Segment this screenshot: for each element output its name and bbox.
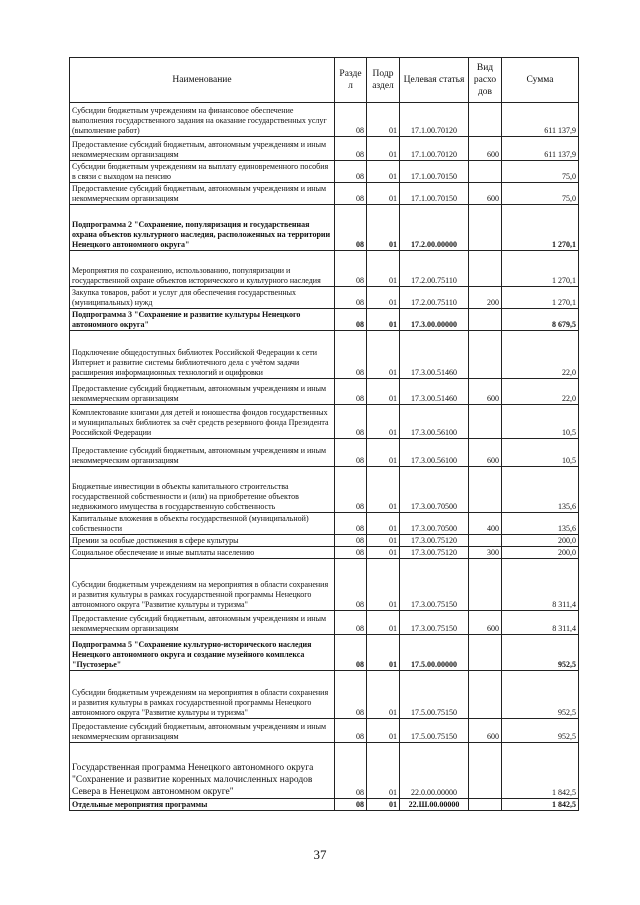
table-row (70, 205, 579, 251)
col-header-subsection: Подр аздел (367, 58, 400, 103)
table-row (70, 743, 579, 799)
row-name: Субсидии бюджетным учреждениям на финансовое обеспечение выполнения государственного задания на оказание государственных услуг (выполнение работ) (70, 103, 335, 137)
row-name: Государственная программа Ненецкого автономного округа "Сохранение и развитие коренных малочисленных народов Севера в Ненецком автономном округе" (70, 743, 335, 799)
table-row (70, 331, 579, 379)
col-header-name: Наименование (70, 58, 335, 103)
row-subsection: 01 (367, 331, 400, 379)
row-target: 17.2.00.75110 (400, 251, 469, 287)
col-header-type: Вид расхо дов (469, 58, 502, 103)
row-subsection: 01 (367, 183, 400, 205)
row-sum: 611 137,9 (502, 137, 579, 161)
row-target: 17.1.00.70150 (400, 161, 469, 183)
row-subsection: 01 (367, 251, 400, 287)
row-target: 17.3.00.56100 (400, 405, 469, 439)
row-name: Подпрограмма 5 "Сохранение культурно-исторического наследия Ненецкого автономного округа и создание музейного комплекса "Пустозерье" (70, 635, 335, 671)
row-name: Социальное обеспечение и иные выплаты населению (70, 547, 335, 559)
row-type (469, 467, 502, 513)
row-type: 600 (469, 183, 502, 205)
row-type: 600 (469, 719, 502, 743)
row-section: 08 (335, 405, 367, 439)
row-type: 600 (469, 137, 502, 161)
row-subsection: 01 (367, 287, 400, 309)
table-row (70, 251, 579, 287)
table-body (70, 103, 579, 811)
row-sum: 8 311,4 (502, 559, 579, 611)
row-type (469, 671, 502, 719)
table-row (70, 103, 579, 137)
row-target: 17.5.00.75150 (400, 671, 469, 719)
row-section: 08 (335, 535, 367, 547)
table-row (70, 799, 579, 811)
row-type: 200 (469, 287, 502, 309)
row-subsection: 01 (367, 635, 400, 671)
col-header-target: Целевая статья (400, 58, 469, 103)
row-subsection: 01 (367, 671, 400, 719)
budget-table-sheet (69, 57, 578, 811)
row-sum: 1 270,1 (502, 251, 579, 287)
row-name: Мероприятия по сохранению, использованию, популяризации и государственной охране объектов исторического и культурного наследия (70, 251, 335, 287)
row-section: 08 (335, 635, 367, 671)
row-type: 600 (469, 611, 502, 635)
table-row (70, 439, 579, 467)
row-name: Предоставление субсидий бюджетным, автономным учреждениям и иным некоммерческим организациям (70, 439, 335, 467)
row-target: 22.0.00.00000 (400, 743, 469, 799)
row-sum: 611 137,9 (502, 103, 579, 137)
table-row (70, 161, 579, 183)
table-row (70, 671, 579, 719)
row-section: 08 (335, 331, 367, 379)
row-name: Отдельные мероприятия программы (70, 799, 335, 811)
row-subsection: 01 (367, 405, 400, 439)
row-name: Комплектование книгами для детей и юношества фондов государственных и муниципальных библиотек за счёт средств резервного фонда Президента Российской Федерации (70, 405, 335, 439)
table-row (70, 137, 579, 161)
row-sum: 1 842,5 (502, 799, 579, 811)
row-target: 17.3.00.51460 (400, 379, 469, 405)
table-row (70, 719, 579, 743)
table-row (70, 547, 579, 559)
row-type (469, 799, 502, 811)
row-sum: 1 270,1 (502, 287, 579, 309)
row-subsection: 01 (367, 559, 400, 611)
row-sum: 75,0 (502, 161, 579, 183)
table-row (70, 467, 579, 513)
row-subsection: 01 (367, 611, 400, 635)
table-row (70, 635, 579, 671)
row-type: 400 (469, 513, 502, 535)
row-subsection: 01 (367, 719, 400, 743)
row-name: Премии за особые достижения в сфере культуры (70, 535, 335, 547)
row-sum: 1 842,5 (502, 743, 579, 799)
budget-table (69, 57, 579, 811)
row-type: 600 (469, 379, 502, 405)
row-section: 08 (335, 439, 367, 467)
row-subsection: 01 (367, 439, 400, 467)
row-sum: 8 311,4 (502, 611, 579, 635)
row-section: 08 (335, 799, 367, 811)
row-name: Капитальные вложения в объекты государственной (муниципальной) собственности (70, 513, 335, 535)
row-subsection: 01 (367, 799, 400, 811)
table-row (70, 559, 579, 611)
table-row (70, 309, 579, 331)
row-sum: 135,6 (502, 467, 579, 513)
row-section: 08 (335, 183, 367, 205)
row-type (469, 635, 502, 671)
row-subsection: 01 (367, 309, 400, 331)
row-sum: 952,5 (502, 719, 579, 743)
row-name: Подпрограмма 2 "Сохранение, популяризация и государственная охрана объектов культурного наследия, расположенных на территории Ненецкого автономного округа" (70, 205, 335, 251)
row-sum: 22,0 (502, 331, 579, 379)
row-section: 08 (335, 719, 367, 743)
table-row (70, 287, 579, 309)
row-type (469, 251, 502, 287)
row-type (469, 535, 502, 547)
row-name: Бюджетные инвестиции в объекты капитального строительства государственной собственности и (или) на приобретение объектов недвижимого имущества в государственную собственность (70, 467, 335, 513)
row-name: Субсидии бюджетным учреждениям на мероприятия в области сохранения и развития культуры в рамках государственной программы Ненецкого автономного округа "Развитие культуры и туризма" (70, 559, 335, 611)
row-sum: 10,5 (502, 405, 579, 439)
row-name: Предоставление субсидий бюджетным, автономным учреждениям и иным некоммерческим организациям (70, 137, 335, 161)
row-type (469, 205, 502, 251)
col-header-sum: Сумма (502, 58, 579, 103)
row-target: 17.3.00.51460 (400, 331, 469, 379)
row-target: 17.3.00.70500 (400, 513, 469, 535)
row-type (469, 559, 502, 611)
row-type (469, 331, 502, 379)
row-sum: 8 679,5 (502, 309, 579, 331)
row-subsection: 01 (367, 137, 400, 161)
row-subsection: 01 (367, 103, 400, 137)
row-name: Субсидии бюджетным учреждениям на мероприятия в области сохранения и развития культуры в рамках государственной программы Ненецкого автономного округа "Развитие культуры и туризма" (70, 671, 335, 719)
row-section: 08 (335, 205, 367, 251)
row-target: 17.3.00.75150 (400, 559, 469, 611)
table-row (70, 405, 579, 439)
row-sum: 75,0 (502, 183, 579, 205)
row-target: 17.3.00.75120 (400, 535, 469, 547)
row-target: 17.3.00.75120 (400, 547, 469, 559)
row-name: Предоставление субсидий бюджетным, автономным учреждениям и иным некоммерческим организациям (70, 379, 335, 405)
row-sum: 1 270,1 (502, 205, 579, 251)
row-target: 22.Ш.00.00000 (400, 799, 469, 811)
row-sum: 952,5 (502, 671, 579, 719)
row-target: 17.1.00.70150 (400, 183, 469, 205)
table-row (70, 513, 579, 535)
row-sum: 10,5 (502, 439, 579, 467)
row-subsection: 01 (367, 379, 400, 405)
row-type (469, 161, 502, 183)
row-section: 08 (335, 743, 367, 799)
row-name: Предоставление субсидий бюджетным, автономным учреждениям и иным некоммерческим организациям (70, 611, 335, 635)
row-target: 17.1.00.70120 (400, 137, 469, 161)
row-section: 08 (335, 379, 367, 405)
row-name: Закупка товаров, работ и услуг для обеспечения государственных (муниципальных) нужд (70, 287, 335, 309)
row-sum: 952,5 (502, 635, 579, 671)
table-row (70, 611, 579, 635)
row-target: 17.2.00.75110 (400, 287, 469, 309)
row-sum: 200,0 (502, 547, 579, 559)
table-row (70, 183, 579, 205)
row-subsection: 01 (367, 467, 400, 513)
row-subsection: 01 (367, 743, 400, 799)
page-number: 37 (313, 847, 327, 862)
row-subsection: 01 (367, 205, 400, 251)
row-subsection: 01 (367, 547, 400, 559)
row-type (469, 103, 502, 137)
row-type (469, 309, 502, 331)
row-target: 17.3.00.00000 (400, 309, 469, 331)
row-sum: 22,0 (502, 379, 579, 405)
row-section: 08 (335, 161, 367, 183)
row-section: 08 (335, 559, 367, 611)
table-row (70, 379, 579, 405)
row-section: 08 (335, 137, 367, 161)
row-name: Подключение общедоступных библиотек Российской Федерации к сети Интернет и развитие системы библиотечного дела с учётом задачи расширения информационных технологий и оцифровки (70, 331, 335, 379)
row-name: Предоставление субсидий бюджетным, автономным учреждениям и иным некоммерческим организациям (70, 719, 335, 743)
row-name: Субсидии бюджетным учреждениям на выплату единовременного пособия в связи с выходом на пенсию (70, 161, 335, 183)
row-target: 17.3.00.70500 (400, 467, 469, 513)
row-target: 17.5.00.75150 (400, 719, 469, 743)
row-target: 17.3.00.56100 (400, 439, 469, 467)
row-type: 300 (469, 547, 502, 559)
row-section: 08 (335, 611, 367, 635)
row-section: 08 (335, 467, 367, 513)
table-header-row (70, 58, 579, 103)
row-name: Подпрограмма 3 "Сохранение и развитие культуры Ненецкого автономного округа" (70, 309, 335, 331)
row-target: 17.3.00.75150 (400, 611, 469, 635)
row-name: Предоставление субсидий бюджетным, автономным учреждениям и иным некоммерческим организациям (70, 183, 335, 205)
row-section: 08 (335, 513, 367, 535)
row-section: 08 (335, 103, 367, 137)
table-row (70, 535, 579, 547)
row-type (469, 405, 502, 439)
row-section: 08 (335, 671, 367, 719)
row-section: 08 (335, 251, 367, 287)
row-target: 17.2.00.00000 (400, 205, 469, 251)
row-subsection: 01 (367, 535, 400, 547)
row-sum: 200,0 (502, 535, 579, 547)
row-section: 08 (335, 547, 367, 559)
row-subsection: 01 (367, 513, 400, 535)
col-header-section: Разде л (335, 58, 367, 103)
row-subsection: 01 (367, 161, 400, 183)
row-section: 08 (335, 287, 367, 309)
row-target: 17.1.00.70120 (400, 103, 469, 137)
row-sum: 135,6 (502, 513, 579, 535)
row-type: 600 (469, 439, 502, 467)
row-target: 17.5.00.00000 (400, 635, 469, 671)
row-type (469, 743, 502, 799)
row-section: 08 (335, 309, 367, 331)
